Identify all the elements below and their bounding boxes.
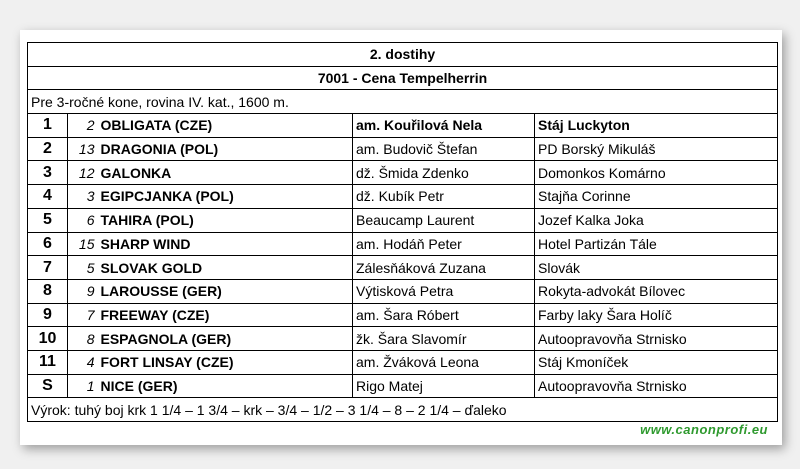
result-row — [28, 161, 778, 185]
watermark: www.canonprofi.eu — [640, 422, 768, 437]
result-owner: Rokyta-advokát Bílovec — [535, 279, 778, 303]
result-number: 15 — [68, 232, 98, 256]
result-number: 4 — [68, 350, 98, 374]
result-owner: Stajňa Corinne — [535, 185, 778, 209]
result-place: 10 — [28, 327, 68, 351]
result-number: 8 — [68, 327, 98, 351]
result-horse: NICE (GER) — [98, 374, 353, 398]
result-number: 3 — [68, 185, 98, 209]
result-place: 11 — [28, 350, 68, 374]
result-jockey: am. Hodáň Peter — [353, 232, 535, 256]
result-jockey: Beaucamp Laurent — [353, 208, 535, 232]
result-owner: Stáj Kmoníček — [535, 350, 778, 374]
race-results-table — [27, 42, 778, 422]
result-jockey: dž. Šmida Zdenko — [353, 161, 535, 185]
result-number: 6 — [68, 208, 98, 232]
result-row — [28, 137, 778, 161]
race-number-row — [28, 43, 778, 67]
race-name: 7001 - Cena Tempelherrin — [28, 66, 778, 90]
result-row — [28, 279, 778, 303]
result-owner: Domonkos Komárno — [535, 161, 778, 185]
result-horse: FORT LINSAY (CZE) — [98, 350, 353, 374]
result-place: 5 — [28, 208, 68, 232]
result-number: 7 — [68, 303, 98, 327]
race-number-title: 2. dostihy — [28, 43, 778, 67]
result-jockey: Výtisková Petra — [353, 279, 535, 303]
result-horse: TAHIRA (POL) — [98, 208, 353, 232]
result-horse: SHARP WIND — [98, 232, 353, 256]
result-owner: Slovák — [535, 256, 778, 280]
result-place: 7 — [28, 256, 68, 280]
result-row — [28, 114, 778, 138]
result-horse: FREEWAY (CZE) — [98, 303, 353, 327]
result-jockey: am. Budovič Štefan — [353, 137, 535, 161]
result-jockey: am. Šara Róbert — [353, 303, 535, 327]
result-jockey: dž. Kubík Petr — [353, 185, 535, 209]
result-horse: LAROUSSE (GER) — [98, 279, 353, 303]
result-jockey: žk. Šara Slavomír — [353, 327, 535, 351]
result-place: 3 — [28, 161, 68, 185]
result-horse: GALONKA — [98, 161, 353, 185]
result-row — [28, 232, 778, 256]
race-name-row — [28, 66, 778, 90]
result-number: 1 — [68, 374, 98, 398]
race-conditions: Pre 3-ročné kone, rovina IV. kat., 1600 m. — [28, 90, 778, 114]
result-place: 4 — [28, 185, 68, 209]
result-row — [28, 256, 778, 280]
result-horse: EGIPCJANKA (POL) — [98, 185, 353, 209]
result-owner: Stáj Luckyton — [535, 114, 778, 138]
results-sheet — [20, 30, 782, 445]
race-conditions-row — [28, 90, 778, 114]
result-number: 13 — [68, 137, 98, 161]
result-owner: PD Borský Mikuláš — [535, 137, 778, 161]
result-owner: Hotel Partizán Tále — [535, 232, 778, 256]
result-jockey: am. Kouřilová Nela — [353, 114, 535, 138]
result-place: 6 — [28, 232, 68, 256]
result-row — [28, 374, 778, 398]
result-place: 8 — [28, 279, 68, 303]
result-number: 9 — [68, 279, 98, 303]
result-jockey: Zálesňáková Zuzana — [353, 256, 535, 280]
result-jockey: am. Žváková Leona — [353, 350, 535, 374]
result-owner: Autoopravovňa Strnisko — [535, 327, 778, 351]
result-row — [28, 185, 778, 209]
result-jockey: Rigo Matej — [353, 374, 535, 398]
result-row — [28, 327, 778, 351]
result-horse: DRAGONIA (POL) — [98, 137, 353, 161]
result-row — [28, 303, 778, 327]
result-owner: Jozef Kalka Joka — [535, 208, 778, 232]
result-number: 12 — [68, 161, 98, 185]
result-horse: ESPAGNOLA (GER) — [98, 327, 353, 351]
result-row — [28, 208, 778, 232]
result-place: 1 — [28, 114, 68, 138]
result-horse: SLOVAK GOLD — [98, 256, 353, 280]
result-number: 2 — [68, 114, 98, 138]
result-place: 2 — [28, 137, 68, 161]
race-verdict: Výrok: tuhý boj krk 1 1/4 – 1 3/4 – krk – 3/4 – 1/2 – 3 1/4 – 8 – 2 1/4 – ďaleko — [28, 398, 778, 422]
result-place: 9 — [28, 303, 68, 327]
result-horse: OBLIGATA (CZE) — [98, 114, 353, 138]
result-owner: Farby laky Šara Holíč — [535, 303, 778, 327]
result-number: 5 — [68, 256, 98, 280]
result-row — [28, 350, 778, 374]
result-owner: Autoopravovňa Strnisko — [535, 374, 778, 398]
verdict-row — [28, 398, 778, 422]
result-place: S — [28, 374, 68, 398]
